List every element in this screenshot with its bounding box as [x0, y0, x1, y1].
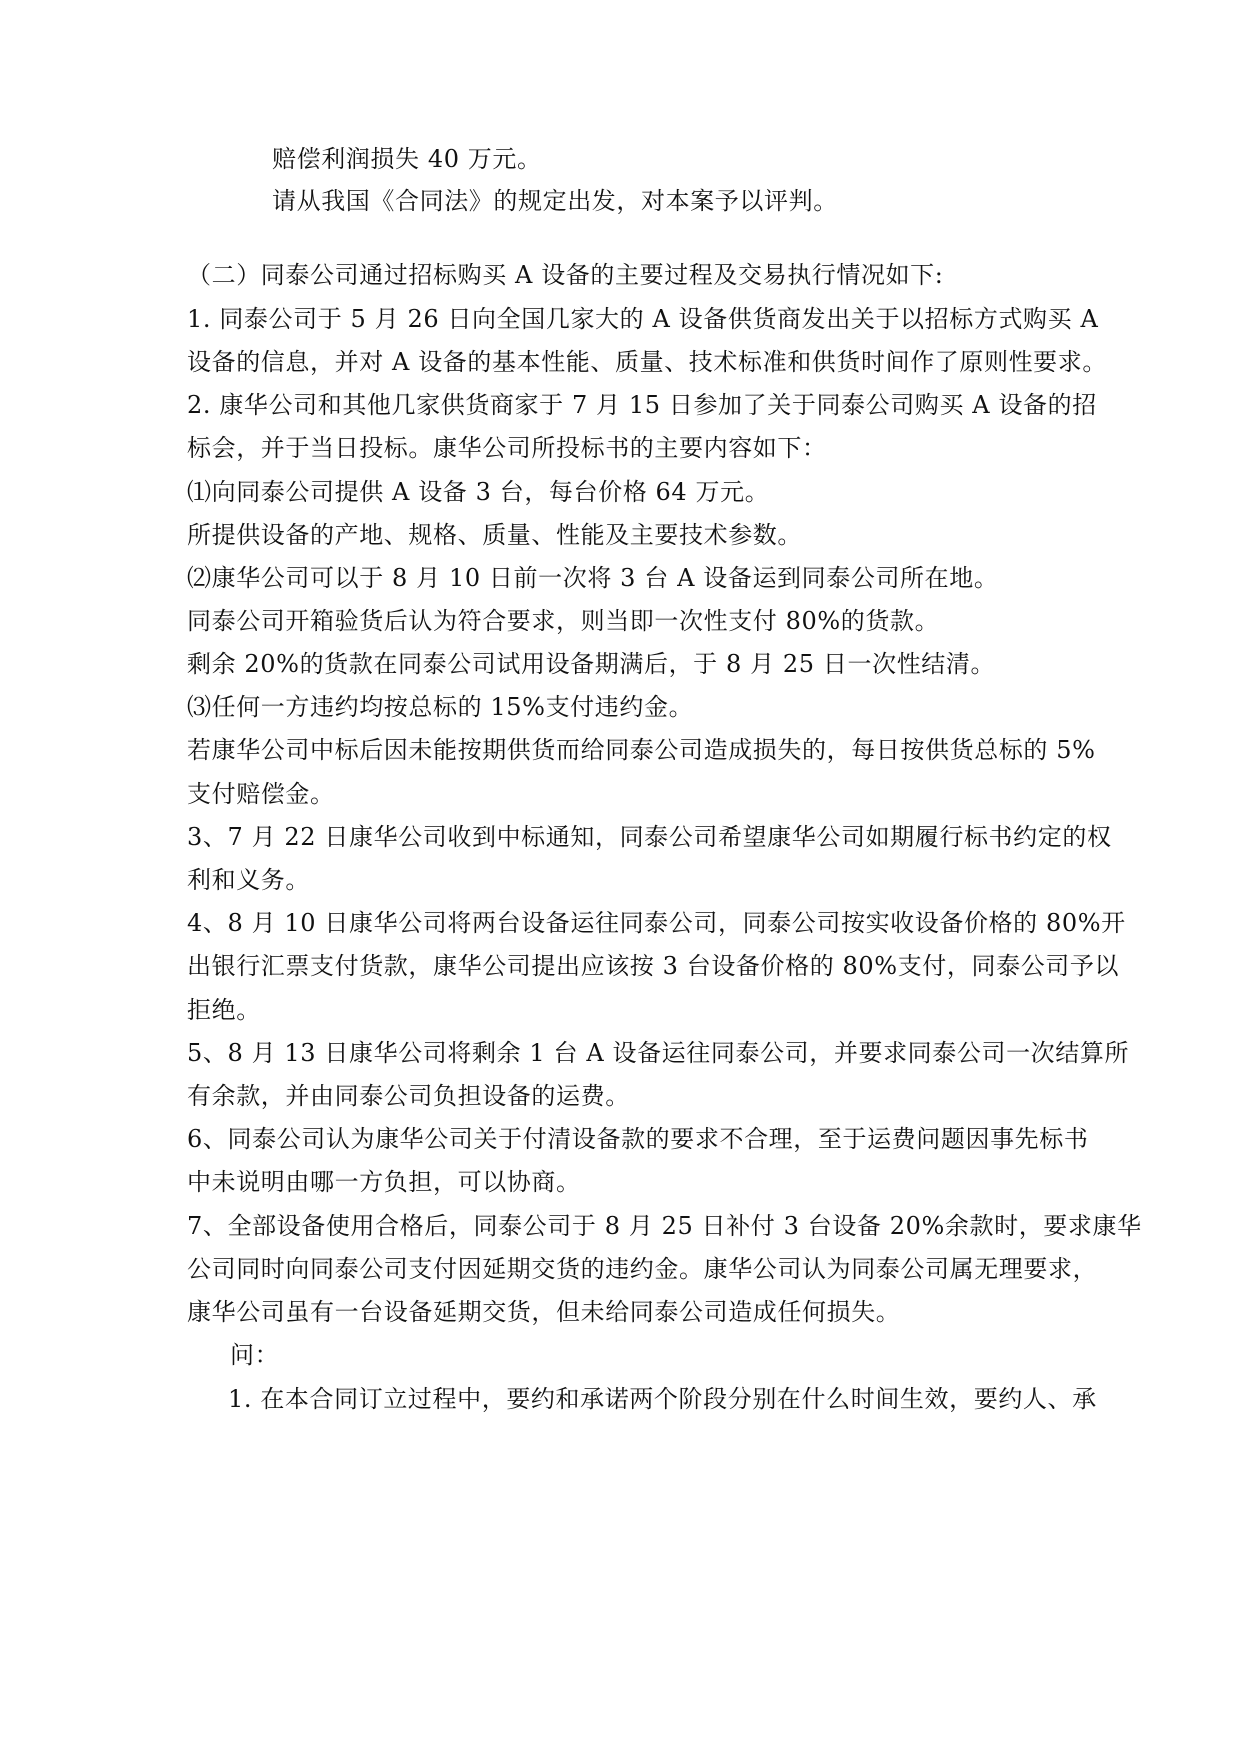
section-heading: （二）同泰公司通过招标购买 A 设备的主要过程及交易执行情况如下: [187, 261, 944, 289]
paragraph-line: 标会，并于当日投标。康华公司所投标书的主要内容如下： [187, 434, 827, 462]
question-item: 1. 在本合同订立过程中，要约和承诺两个阶段分别在什么时间生效，要约人、承 [228, 1385, 1097, 1413]
paragraph-line: 设备的信息，并对 A 设备的基本性能、质量、技术标准和供货时间作了原则性要求。 [187, 348, 1107, 376]
paragraph-line: 拒绝。 [187, 996, 261, 1024]
question-heading: 问： [230, 1341, 280, 1369]
paragraph-line: 支付赔偿金。 [187, 780, 335, 808]
paragraph-line: 康华公司虽有一台设备延期交货，但未给同泰公司造成任何损失。 [187, 1298, 901, 1326]
paragraph-line: 4、8 月 10 日康华公司将两台设备运往同泰公司，同泰公司按实收设备价格的 80%开 [187, 909, 1126, 937]
paragraph-line: 若康华公司中标后因未能按期供货而给同泰公司造成损失的，每日按供货总标的 5% [187, 736, 1096, 764]
paragraph-line: 3、7 月 22 日康华公司收到中标通知，同泰公司希望康华公司如期履行标书约定的权 [187, 823, 1112, 851]
paragraph-line: 同泰公司开箱验货后认为符合要求，则当即一次性支付 80%的货款。 [187, 607, 940, 635]
paragraph-line: 剩余 20%的货款在同泰公司试用设备期满后，于 8 月 25 日一次性结清。 [187, 650, 996, 678]
paragraph-line: 赔偿利润损失 40 万元。 [272, 145, 542, 173]
paragraph-line: 2. 康华公司和其他几家供货商家于 7 月 15 日参加了关于同泰公司购买 A 设备的招 [187, 391, 1097, 419]
paragraph-line: ⑵康华公司可以于 8 月 10 日前一次将 3 台 A 设备运到同泰公司所在地。 [187, 564, 999, 592]
paragraph-line: 1. 同泰公司于 5 月 26 日向全国几家大的 A 设备供货商发出关于以招标方式购买 A [187, 305, 1099, 333]
paragraph-line: ⑶任何一方违约均按总标的 15%支付违约金。 [187, 693, 694, 721]
paragraph-line: 7、全部设备使用合格后，同泰公司于 8 月 25 日补付 3 台设备 20%余款时，要求康华 [187, 1212, 1142, 1240]
paragraph-line: 出银行汇票支付货款，康华公司提出应该按 3 台设备价格的 80%支付，同泰公司予以 [187, 952, 1120, 980]
paragraph-line: 有余款，并由同泰公司负担设备的运费。 [187, 1082, 630, 1110]
paragraph-line: 5、8 月 13 日康华公司将剩余 1 台 A 设备运往同泰公司，并要求同泰公司一次结算所 [187, 1039, 1130, 1067]
paragraph-line: 公司同时向同泰公司支付因延期交货的违约金。康华公司认为同泰公司属无理要求， [187, 1255, 1098, 1283]
paragraph-line: 6、同泰公司认为康华公司关于付清设备款的要求不合理，至于运费问题因事先标书 [187, 1125, 1089, 1153]
paragraph-line: ⑴向同泰公司提供 A 设备 3 台，每台价格 64 万元。 [187, 478, 770, 506]
paragraph-line: 所提供设备的产地、规格、质量、性能及主要技术参数。 [187, 521, 802, 549]
paragraph-line: 利和义务。 [187, 866, 310, 894]
paragraph-line: 中未说明由哪一方负担，可以协商。 [187, 1168, 581, 1196]
paragraph-line: 请从我国《合同法》的规定出发，对本案予以评判。 [272, 187, 838, 215]
